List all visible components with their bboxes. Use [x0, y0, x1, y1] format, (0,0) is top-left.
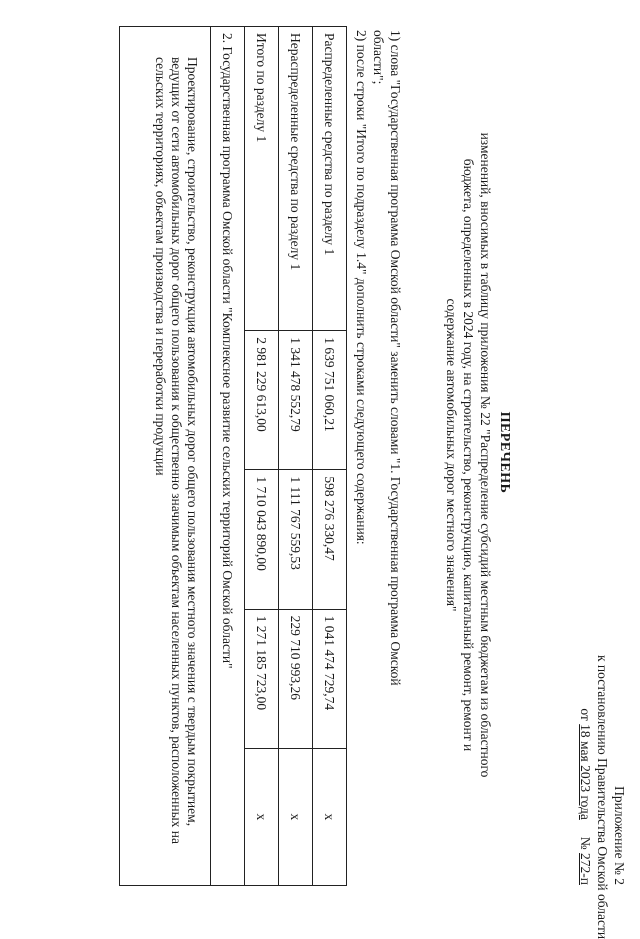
description-row: Проектирование, строительство, реконструкция автомобильных дорог общего пользования местного значения с твердым покрытием, ведущих от сети автомобильных дорог общего пользования к общественно значимым объектам населенных пунктов, расположенных на сельских территориях, объектам производства и переработки продукции [120, 27, 211, 886]
cell-value: 1 341 478 552,79 [279, 331, 313, 470]
appendix-number: 272-п [578, 853, 593, 885]
table-row [120, 27, 211, 886]
appendix-date-line [577, 655, 594, 885]
subsidy-table [119, 26, 347, 886]
paragraph-1-line2: области"; [371, 30, 386, 85]
row-label: Итого по разделу 1 [245, 27, 279, 331]
table-row [211, 27, 245, 886]
paragraph-1-line1: 1) слова "Государственная программа Омской области" заменить словами "1. Государственная программа Омской [388, 30, 403, 686]
cell-value: x [313, 748, 347, 885]
table-row [313, 27, 347, 886]
appendix-line2: к постановлению Правительства Омской области [595, 655, 610, 939]
page-title: ПЕРЕЧЕНЬ [497, 411, 512, 494]
cell-value: 229 710 993,26 [279, 609, 313, 748]
cell-value: 2 981 229 613,00 [245, 331, 279, 470]
cell-value: 1 271 185 723,00 [245, 609, 279, 748]
cell-value: 598 276 330,47 [313, 470, 347, 609]
appendix-date: 18 мая 2023 года [578, 724, 593, 820]
cell-value: 1 710 043 890,00 [245, 470, 279, 609]
row-label: Нераспределенные средства по разделу 1 [279, 27, 313, 331]
cell-value: 1 041 474 729,74 [313, 609, 347, 748]
cell-value: x [279, 748, 313, 885]
table-row [245, 27, 279, 886]
cell-value: x [245, 748, 279, 885]
cell-value: 1 639 751 060,21 [313, 331, 347, 470]
row-label: Распределенные средства по разделу 1 [313, 27, 347, 331]
table-row [279, 27, 313, 886]
appendix-block [577, 655, 628, 939]
section-row: 2. Государственная программа Омской области "Комплексное развитие сельских территорий Омской области" [211, 27, 245, 886]
appendix-date-prefix: от [578, 708, 593, 721]
appendix-number-prefix: № [578, 836, 593, 850]
page-subtitle: изменений, вносимых в таблицу приложения № 22 "Распределение субсидий местным бюджетам из областного бюджета, определенных в 2024 году, на строительство, реконструкцию, капитальный ремонт, ремонт и содержание автомобильных дорог местного значения" [444, 132, 493, 778]
appendix-line1: Приложение № 2 [612, 786, 627, 885]
cell-value: 1 111 767 559,53 [279, 470, 313, 609]
paragraph-2: 2) после строки "Итого по подразделу 1.4" дополнить строками следующего содержания: [354, 30, 369, 545]
